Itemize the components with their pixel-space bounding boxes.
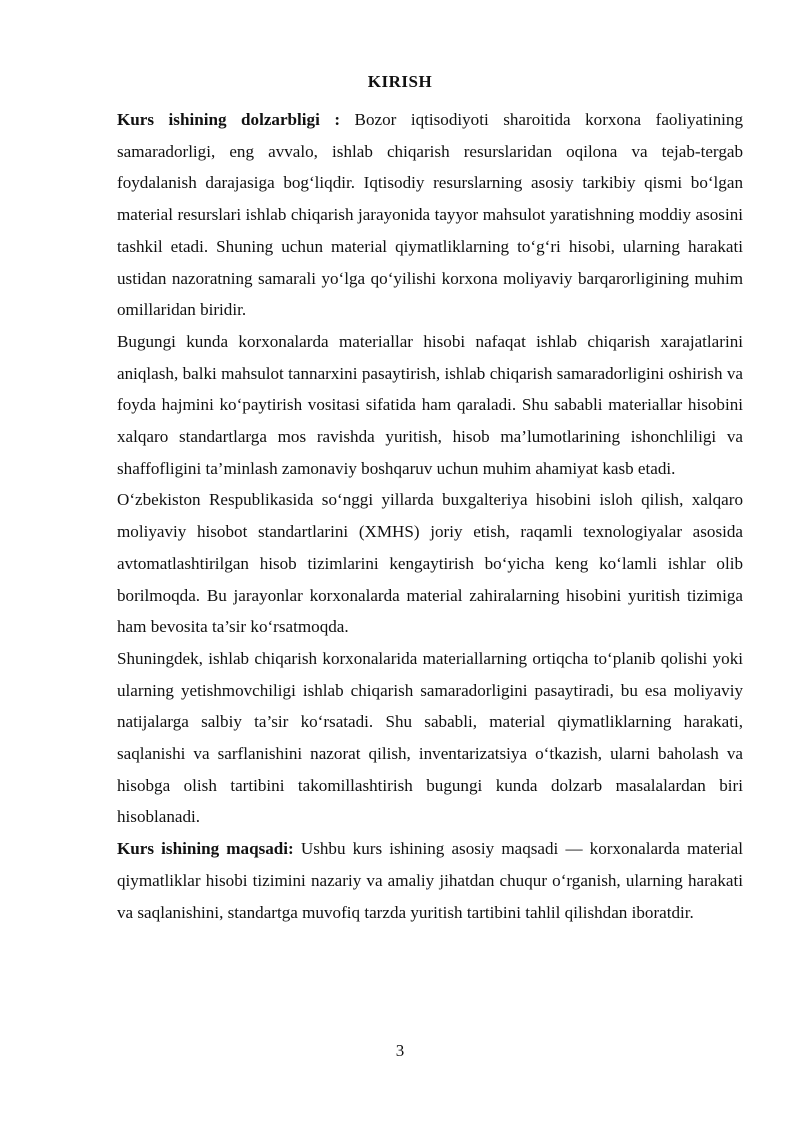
page-title: KIRISH bbox=[367, 72, 433, 91]
paragraph bbox=[117, 484, 743, 643]
paragraph-lead: Kurs ishining maqsadi: bbox=[117, 839, 294, 859]
paragraph-lead: Kurs ishining dolzarbligi : bbox=[117, 110, 341, 129]
paragraph-text: Shuningdek, ishlab chiqarish korxonalarida materiallarning ortiqcha to‘planib qolishi yoki ularning yetishmovchiligi ishlab chiqarish samaradorligini pasaytiradi, bu esa moliyaviy natijalarga salbiy ta’sir ko‘rsatadi. Shu sababli, material qiymatliklarning harakati, saqlanishi va sarflanishini nazorat qilish, inventarizatsiya o‘tkazish, ularni baholash va hisobga olish tartibini takomillashtirish bugungi kunda dolzarb masalalardan biri hisoblanadi. bbox=[117, 648, 743, 827]
paragraph bbox=[117, 643, 743, 833]
document-body bbox=[117, 104, 743, 928]
paragraph-goal bbox=[117, 833, 743, 928]
paragraph-text: Bozor iqtisodiyoti sharoitida korxona faoliyatining samaradorligi, eng avvalo, ishlab chiqarish resurslaridan oqilona va tejab-tergab foydalanish darajasiga bog‘liqdir. Iqtisodiy resurslarning asosiy tarkibiy qismi bo‘lgan material resurslari ishlab chiqarish jarayonida tayyor mahsulot yaratishning moddiy asosini tashkil etadi. Shuning uchun material qiymatliklarning to‘g‘ri hisobi, ularning harakati ustidan nazoratning samarali yo‘lga qo‘yilishi korxona moliyaviy barqarorligining muhim omillaridan biridir. bbox=[117, 110, 743, 320]
paragraph-text: O‘zbekiston Respublikasida so‘nggi yillarda buxgalteriya hisobini isloh qilish, xalqaro moliyaviy hisobot standartlarini (XMHS) joriy etish, raqamli texnologiyalar asosida avtomatlashtirilgan hisob tizimlarini kengaytirish bo‘yicha keng ko‘lamli ishlar olib borilmoqda. Bu jarayonlar korxonalarda material zahiralarning hisobini yuritish tizimiga ham bevosita ta’sir ko‘rsatmoqda. bbox=[117, 490, 743, 637]
page-number: 3 bbox=[395, 1041, 405, 1060]
paragraph-text: Bugungi kunda korxonalarda materiallar hisobi nafaqat ishlab chiqarish xarajatlarini aniqlash, balki mahsulot tannarxini pasaytirish, ishlab chiqarish samaradorligini oshirish va foyda hajmini ko‘paytirish vositasi sifatida ham qaraladi. Shu sababli materiallar hisobini xalqaro standartlarga mos ravishda yuritish, hisob ma’lumotlarining ishonchliligi va shaffofligini ta’minlash zamonaviy boshqaruv uchun muhim ahamiyat kasb etadi. bbox=[117, 331, 743, 478]
paragraph bbox=[117, 326, 743, 485]
paragraph-relevance bbox=[117, 104, 743, 326]
paragraph-text: Ushbu kurs ishining asosiy maqsadi — korxonalarda material qiymatliklar hisobi tizimini nazariy va amaliy jihatdan chuqur o‘rganish, ularning harakati va saqlanishini, standartga muvofiq tarzda yuritish tartibini tahlil qilishdan iboratdir. bbox=[117, 839, 743, 922]
